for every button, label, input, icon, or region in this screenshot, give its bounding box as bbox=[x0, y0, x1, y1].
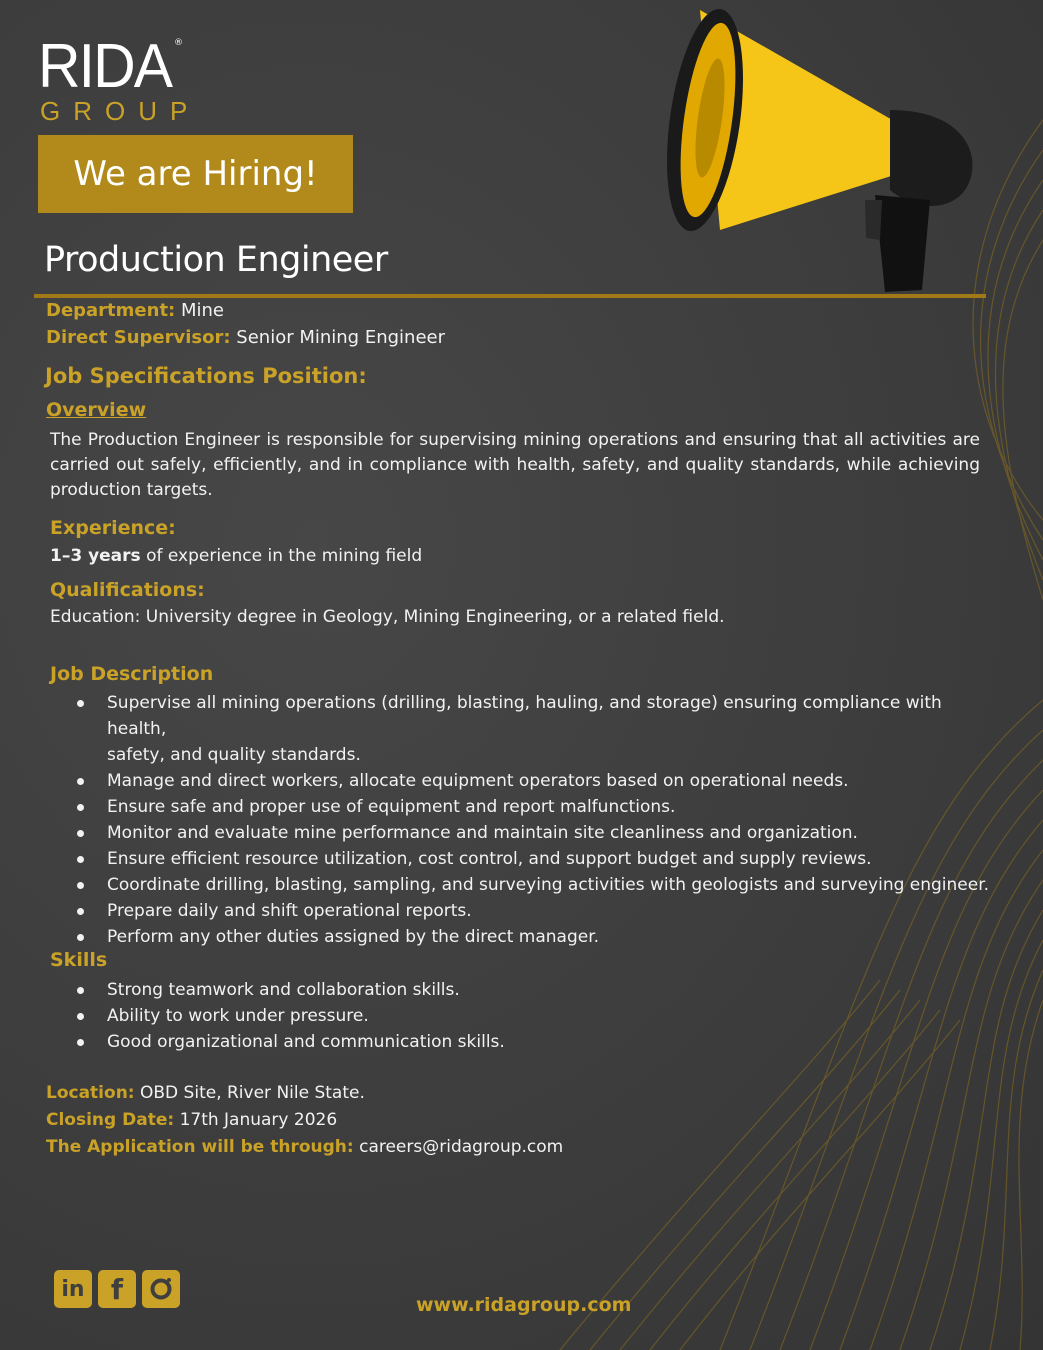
list-item: Coordinate drilling, blasting, sampling, and surveying activities with geologists and surveying engineer. bbox=[50, 872, 990, 898]
location-row bbox=[46, 1083, 365, 1103]
overview-heading: Overview bbox=[46, 399, 147, 421]
application-email[interactable]: careers@ridagroup.com bbox=[359, 1137, 564, 1157]
list-item: Prepare daily and shift operational reports. bbox=[50, 898, 990, 924]
list-item: Good organizational and communication skills. bbox=[50, 1029, 950, 1055]
list-item: Ensure safe and proper use of equipment and report malfunctions. bbox=[50, 794, 990, 820]
website-link[interactable]: www.ridagroup.com bbox=[416, 1294, 632, 1316]
hiring-banner-text: We are Hiring! bbox=[73, 154, 318, 194]
list-item: Ability to work under pressure. bbox=[50, 1003, 950, 1029]
job-spec-heading: Job Specifications Position: bbox=[45, 364, 367, 388]
application-label: The Application will be through: bbox=[46, 1137, 354, 1157]
instagram-icon[interactable] bbox=[142, 1270, 180, 1308]
experience-text: of experience in the mining field bbox=[140, 546, 423, 566]
supervisor-value: Senior Mining Engineer bbox=[236, 327, 445, 348]
list-item: Perform any other duties assigned by the direct manager. bbox=[50, 924, 990, 950]
qualifications-heading: Qualifications: bbox=[50, 579, 205, 601]
bullet-icon bbox=[77, 778, 84, 785]
facebook-icon[interactable]: f bbox=[98, 1270, 136, 1308]
registered-mark: ® bbox=[174, 38, 183, 48]
bullet-icon bbox=[77, 908, 84, 915]
application-row bbox=[46, 1137, 563, 1157]
logo-wordmark: RIDA bbox=[38, 32, 172, 101]
bullet-icon bbox=[77, 856, 84, 863]
location-value: OBD Site, River Nile State. bbox=[140, 1083, 365, 1103]
supervisor-label: Direct Supervisor: bbox=[46, 327, 231, 348]
experience-years: 1–3 years bbox=[50, 546, 141, 566]
job-title: Production Engineer bbox=[44, 240, 388, 280]
bullet-icon bbox=[77, 700, 84, 707]
job-description-list bbox=[50, 690, 990, 950]
list-item: safety, and quality standards. bbox=[107, 745, 361, 765]
logo-subtitle: GROUP bbox=[40, 96, 201, 126]
instagram-glyph bbox=[148, 1276, 174, 1302]
department-label: Department: bbox=[46, 300, 176, 321]
list-item: Supervise all mining operations (drilling, blasting, hauling, and storage) ensuring compliance with health, bbox=[50, 690, 990, 742]
closing-date-value: 17th January 2026 bbox=[179, 1110, 338, 1130]
qualifications-text: Education: University degree in Geology, Mining Engineering, or a related field. bbox=[50, 607, 725, 627]
list-item: Strong teamwork and collaboration skills. bbox=[50, 977, 950, 1003]
overview-text: The Production Engineer is responsible for supervising mining operations and ensuring that all activities are carried out safely, efficiently, and in compliance with health, safety, and quality standards, while achieving production targets. bbox=[50, 430, 980, 500]
bullet-icon bbox=[77, 804, 84, 811]
rida-group-logo bbox=[38, 32, 201, 127]
megaphone-icon bbox=[660, 0, 990, 300]
list-item: Manage and direct workers, allocate equipment operators based on operational needs. bbox=[50, 768, 990, 794]
bullet-icon bbox=[77, 1039, 84, 1046]
bullet-icon bbox=[77, 1013, 84, 1020]
location-label: Location: bbox=[46, 1083, 135, 1103]
closing-date-row bbox=[46, 1110, 337, 1130]
experience-row bbox=[50, 546, 422, 566]
title-divider bbox=[34, 294, 986, 298]
skills-heading: Skills bbox=[50, 949, 108, 971]
bullet-icon bbox=[77, 830, 84, 837]
hiring-banner bbox=[38, 135, 353, 213]
bullet-icon bbox=[77, 934, 84, 941]
closing-date-label: Closing Date: bbox=[46, 1110, 175, 1130]
department-row bbox=[46, 300, 224, 321]
supervisor-row bbox=[46, 327, 445, 348]
bullet-icon bbox=[77, 882, 84, 889]
department-value: Mine bbox=[180, 300, 224, 321]
job-description-heading: Job Description bbox=[50, 663, 214, 685]
bullet-icon bbox=[77, 987, 84, 994]
list-item: Monitor and evaluate mine performance and maintain site cleanliness and organization. bbox=[50, 820, 990, 846]
experience-heading: Experience: bbox=[50, 517, 176, 539]
linkedin-icon[interactable]: in bbox=[54, 1270, 92, 1308]
list-item: Ensure efficient resource utilization, cost control, and support budget and supply reviews. bbox=[50, 846, 990, 872]
skills-list bbox=[50, 977, 950, 1055]
social-links bbox=[54, 1270, 180, 1308]
